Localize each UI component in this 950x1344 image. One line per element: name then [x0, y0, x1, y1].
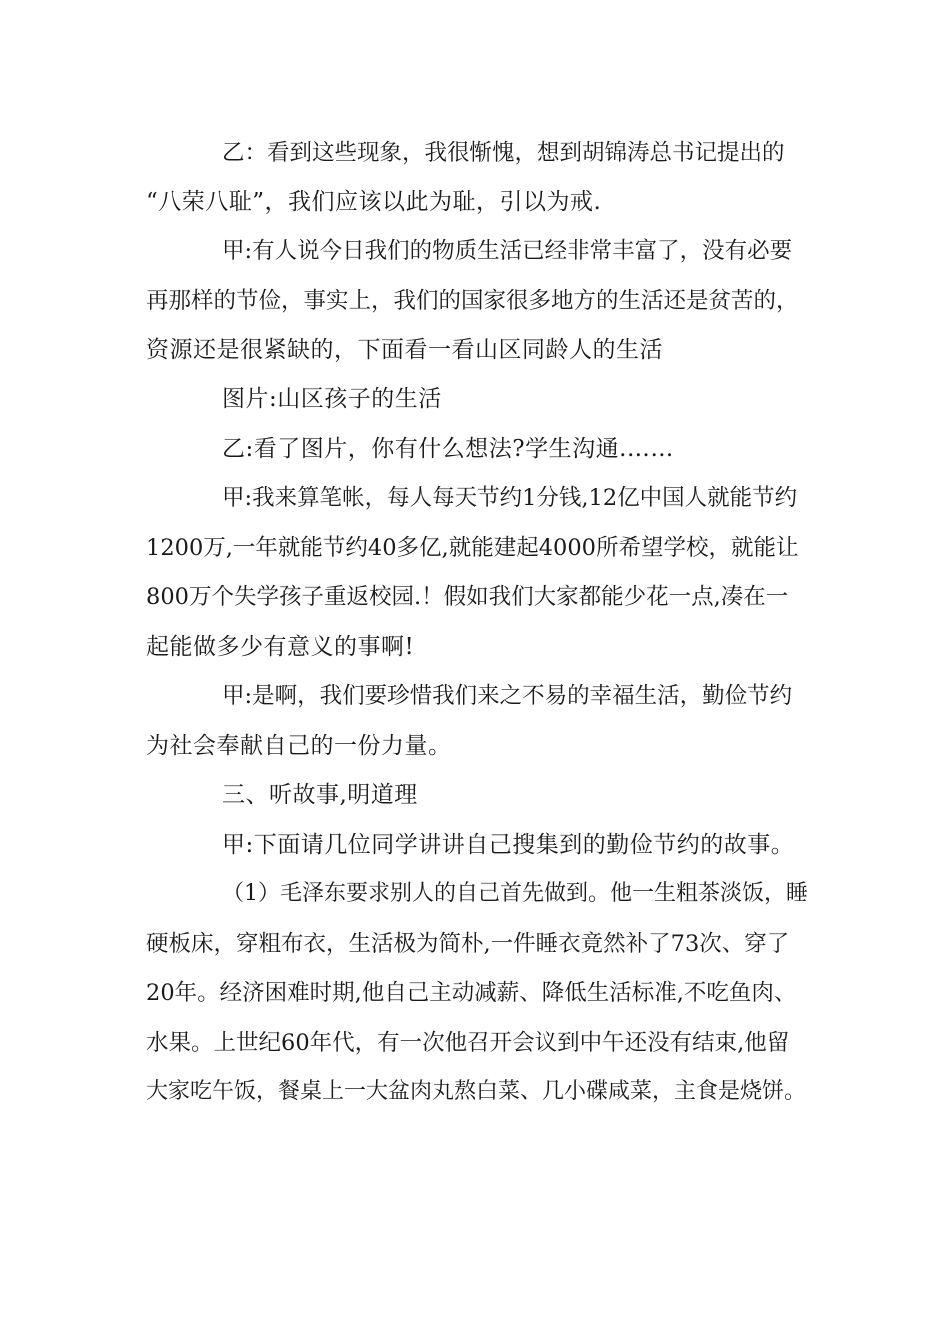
section-heading: 三、听故事,明道理 [222, 782, 418, 808]
text-line: 甲:是啊，我们要珍惜我们来之不易的幸福生活，勤俭节约 [222, 683, 793, 709]
text-line: 乙：看到这些现象，我很惭愧，想到胡锦涛总书记提出的 [222, 140, 785, 166]
text-line: “八荣八耻”，我们应该以此为耻，引以为戒. [146, 189, 602, 215]
text-line: 甲:有人说今日我们的物质生活已经非常丰富了，没有必要 [222, 238, 793, 264]
text-line: 再那样的节俭，事实上，我们的国家很多地方的生活还是贫苦的， [146, 288, 799, 314]
text-line: 大家吃午饭，餐桌上一大盆肉丸熬白菜、几小碟咸菜，主食是烧饼。 [146, 1079, 807, 1104]
text-line: 800万个失学孩子重返校园.！假如我们大家都能少花一点,凑在一 [146, 584, 789, 610]
text-line: 图片:山区孩子的生活 [222, 386, 442, 412]
text-line: （1）毛泽东要求别人的自己首先做到。他一生粗茶淡饭，睡 [222, 881, 808, 906]
text-line: 水果。上世纪60年代，有一次他召开会议到中午还没有结束,他留 [146, 1030, 790, 1056]
text-line: 硬板床，穿粗布衣，生活极为简朴,一件睡衣竟然补了73次、穿了 [146, 931, 790, 957]
text-line: 1200万,一年就能节约40多亿,就能建起4000所希望学校，就能让 [146, 535, 799, 561]
text-line: 20年。经济困难时期,他自己主动减薪、降低生活标准,不吃鱼肉、 [146, 980, 797, 1006]
text-line: 乙:看了图片，你有什么想法?学生沟通.…… [222, 436, 674, 462]
text-line: 为社会奉献自己的一份力量。 [146, 733, 452, 759]
text-line: 资源还是很紧缺的，下面看一看山区同龄人的生活 [146, 337, 663, 363]
text-line: 甲:我来算笔帐，每人每天节约1分钱,12亿中国人就能节约 [222, 485, 798, 511]
text-line: 甲:下面请几位同学讲讲自己搜集到的勤俭节约的故事。 [222, 832, 795, 858]
text-line: 起能做多少有意义的事啊! [146, 634, 415, 660]
